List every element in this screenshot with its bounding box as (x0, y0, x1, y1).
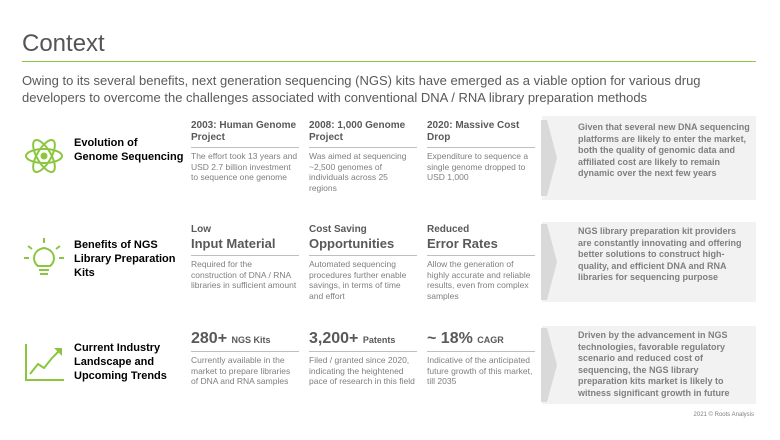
stat-value: 3,200+ (309, 330, 359, 347)
stat-ngs-kits (191, 330, 299, 387)
milestone-title: 2008: 1,000 Genome Project (309, 120, 406, 143)
row-industry-landscape (0, 326, 780, 404)
stat-text: Filed / granted since 2020, indicating the heightened pace of research in this field (309, 355, 415, 386)
benefit-title: Input Material (191, 236, 276, 251)
benefit-prefix: Cost Saving (309, 224, 367, 235)
trend-chart-icon (22, 340, 66, 384)
divider (309, 255, 417, 256)
row-benefits (0, 222, 780, 302)
copyright-footer: 2021 © Roots Analysis (693, 412, 754, 418)
chevron-right-icon (541, 224, 557, 300)
benefit-prefix: Low (191, 224, 211, 235)
stat-unit: NGS Kits (231, 335, 271, 345)
milestone-title: 2020: Massive Cost Drop (427, 120, 520, 143)
divider (191, 351, 299, 352)
benefit-text: Allow the generation of highly accurate and reliable results, even from complex samples (427, 259, 531, 301)
milestone-title: 2003: Human Genome Project (191, 120, 297, 143)
benefit-text: Required for the construction of DNA / RNA libraries in sufficient amount (191, 259, 297, 290)
divider (191, 147, 299, 148)
stat-value: 280+ (191, 330, 228, 347)
atom-icon (22, 134, 66, 178)
divider (191, 255, 299, 256)
milestone-2008 (309, 120, 417, 193)
divider (309, 147, 417, 148)
milestone-text: Was aimed at sequencing ~2,500 genomes of individuals across 25 regions (309, 151, 407, 193)
divider (427, 147, 535, 148)
milestone-text: Expenditure to sequence a single genome dropped to USD 1,000 (427, 151, 529, 182)
row-genome-sequencing (0, 116, 780, 200)
stat-patents (309, 330, 417, 387)
stat-text: Indicative of the anticipated future growth of this market, till 2035 (427, 355, 533, 386)
benefit-cost-saving (309, 224, 417, 301)
summary-box: Driven by the advancement in NGS technologies, favorable regulatory scenario and reduced cost of sequencing, the NGS library preparation kits market is likely to witness significant growth in future (572, 326, 756, 402)
divider (427, 351, 535, 352)
divider (309, 351, 417, 352)
row-label: Current Industry Landscape and Upcoming Trends (74, 342, 167, 382)
stat-cagr (427, 330, 535, 387)
benefit-text: Automated sequencing procedures further enable savings, in terms of time and effort (309, 259, 407, 301)
benefit-low-input (191, 224, 299, 291)
milestone-2020 (427, 120, 535, 183)
benefit-error-rates (427, 224, 535, 301)
milestone-2003 (191, 120, 299, 183)
summary-box: NGS library preparation kit providers are constantly innovating and offering better solutions to construct high-quality, and efficient DNA and RNA libraries for sequencing purpose (572, 222, 756, 300)
row-label: Evolution of Genome Sequencing (74, 137, 184, 163)
stat-text: Currently available in the market to prepare libraries of DNA and RNA samples (191, 355, 291, 386)
chevron-right-icon (541, 328, 557, 402)
divider (427, 255, 535, 256)
page-title: Context (22, 30, 105, 57)
row-label: Benefits of NGS Library Preparation Kits (74, 239, 176, 279)
lightbulb-icon (22, 236, 66, 280)
stat-unit: CAGR (477, 335, 504, 345)
stat-unit: Patents (362, 335, 396, 345)
benefit-title: Error Rates (427, 236, 498, 251)
title-divider (22, 61, 756, 62)
benefit-title: Opportunities (309, 236, 395, 251)
stat-value: ~ 18% (427, 330, 473, 347)
milestone-text: The effort took 13 years and USD 2.7 billion investment to sequence one genome (191, 151, 298, 182)
summary-box: Given that several new DNA sequencing platforms are likely to enter the market, both the quality of genomic data and affiliated cost are likely to remain dynamic over the next few years (572, 118, 756, 196)
intro-text: Owing to its several benefits, next generation sequencing (NGS) kits have emerged as a viable option for various drug developers to overcome the challenges associated with conventional DNA / RNA library preparation methods (22, 73, 701, 105)
benefit-prefix: Reduced (427, 224, 470, 235)
chevron-right-icon (541, 120, 557, 196)
